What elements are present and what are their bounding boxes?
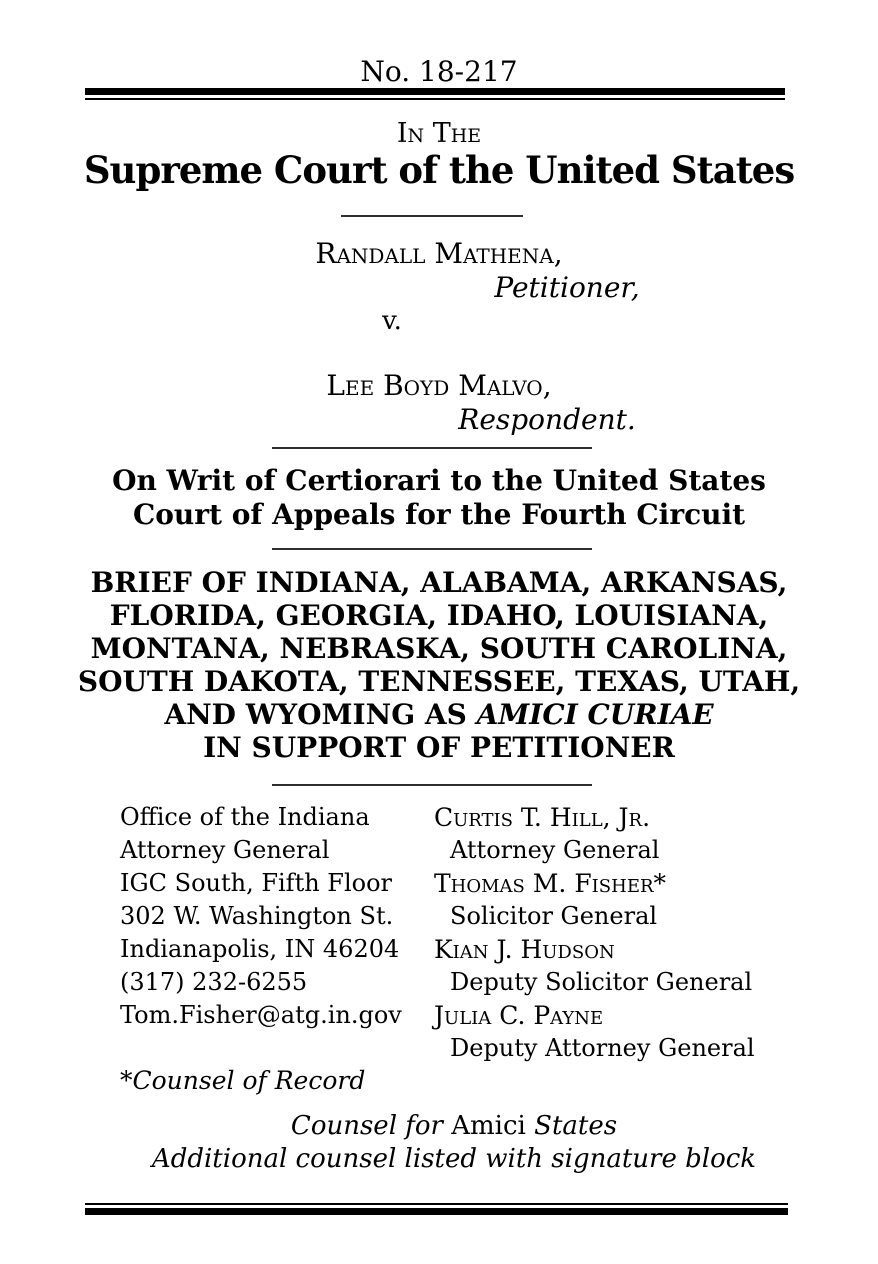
counsel-of-record-note: *Counsel of Record bbox=[120, 1066, 366, 1095]
brief-title bbox=[0, 566, 878, 764]
attorney-title: Deputy Solicitor General bbox=[450, 968, 753, 996]
office-phone: (317) 232-6255 bbox=[120, 968, 308, 996]
attorney-title: Solicitor General bbox=[450, 902, 658, 930]
separator-rule-parties bbox=[272, 447, 592, 449]
office-line: Attorney General bbox=[120, 836, 330, 864]
office-line: Indianapolis, IN 46204 bbox=[120, 935, 400, 963]
amici-curiae-italic: AMICI CURIAE bbox=[476, 698, 714, 731]
writ-line-1: On Writ of Certiorari to the United States bbox=[112, 464, 766, 497]
additional-counsel-line: Additional counsel listed with signature block bbox=[151, 1144, 757, 1174]
counsel-for-text: Counsel for bbox=[290, 1111, 452, 1141]
docket-number: No. 18-217 bbox=[360, 55, 518, 88]
counsel-office-block bbox=[120, 801, 435, 1032]
brief-title-line-2: FLORIDA, GEORGIA, IDAHO, LOUISIANA, bbox=[109, 599, 769, 632]
top-rule-thick-bar bbox=[85, 88, 785, 95]
brief-title-line-5 bbox=[0, 698, 878, 731]
petitioner-role-label: Petitioner, bbox=[494, 271, 640, 304]
petitioner-name: Randall Mathena, bbox=[315, 237, 563, 270]
separator-rule-writ bbox=[272, 548, 592, 550]
counsel-for-amici-line bbox=[15, 1111, 878, 1141]
separator-rule-court bbox=[341, 215, 523, 217]
bottom-rule-thick-bar bbox=[85, 1208, 788, 1215]
in-the-heading: In The bbox=[396, 118, 482, 149]
brief-title-line-3: MONTANA, NEBRASKA, SOUTH CAROLINA, bbox=[90, 632, 788, 665]
writ-statement bbox=[0, 464, 878, 532]
attorney-name: Julia C. Payne bbox=[434, 1001, 604, 1030]
bottom-double-rule bbox=[85, 1203, 788, 1215]
attorney-name: Curtis T. Hill, Jr. bbox=[434, 803, 651, 832]
office-line: 302 W. Washington St. bbox=[120, 902, 394, 930]
top-rule-thin-line bbox=[85, 98, 785, 100]
respondent-name: Lee Boyd Malvo, bbox=[326, 369, 552, 402]
counsel-attorneys-block bbox=[434, 801, 784, 1065]
office-line: IGC South, Fifth Floor bbox=[120, 869, 392, 897]
states-text: States bbox=[525, 1111, 618, 1141]
versus-label: v. bbox=[382, 306, 402, 336]
court-title-blackletter: Supreme Court of the United States bbox=[83, 148, 795, 192]
amici-roman-text: Amici bbox=[451, 1111, 526, 1141]
brief-title-line-6: IN SUPPORT OF PETITIONER bbox=[203, 731, 675, 764]
respondent-role-label: Respondent. bbox=[458, 403, 636, 436]
attorney-name: Thomas M. Fisher* bbox=[434, 869, 667, 898]
brief-title-line-1: BRIEF OF INDIANA, ALABAMA, ARKANSAS, bbox=[90, 566, 788, 599]
office-email: Tom.Fisher@atg.in.gov bbox=[120, 1001, 402, 1029]
brief-title-line-5-plain: AND WYOMING AS bbox=[164, 698, 477, 731]
top-double-rule bbox=[85, 88, 785, 100]
writ-line-2: Court of Appeals for the Fourth Circuit bbox=[132, 498, 746, 531]
attorney-title: Attorney General bbox=[450, 836, 660, 864]
separator-rule-title bbox=[272, 784, 592, 786]
attorney-name: Kian J. Hudson bbox=[434, 935, 615, 964]
office-line: Office of the Indiana bbox=[120, 803, 370, 831]
brief-title-line-4: SOUTH DAKOTA, TENNESSEE, TEXAS, UTAH, bbox=[77, 665, 801, 698]
attorney-title: Deputy Attorney General bbox=[450, 1034, 755, 1062]
